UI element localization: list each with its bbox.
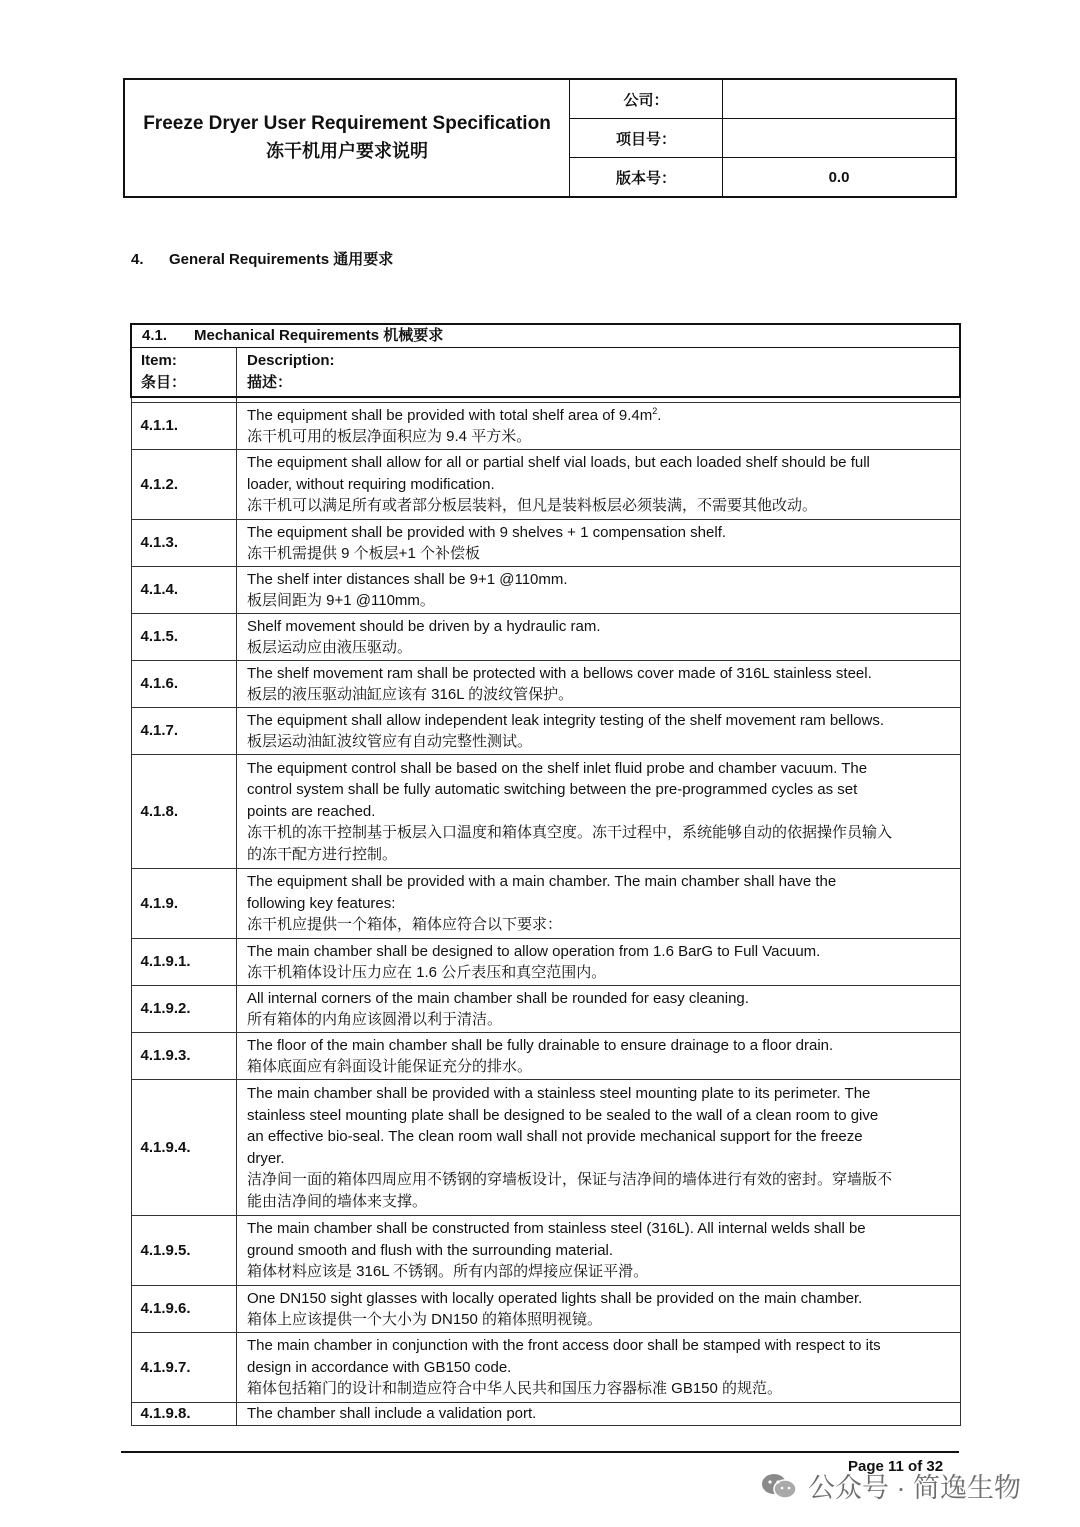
item-description: [237, 661, 961, 708]
table-row: [131, 755, 960, 869]
item-description: [237, 1080, 961, 1216]
item-number: 4.1.9.5.: [131, 1216, 237, 1286]
description-line: 冻干机可用的板层净面积应为 9.4 平方米。: [247, 428, 532, 445]
description-line: 箱体包括箱门的设计和制造应符合中华人民共和国压力容器标准 GB150 的规范。: [247, 1380, 783, 1398]
table-number: 4.1.: [142, 327, 168, 345]
description-line: points are reached.: [247, 802, 376, 820]
description-text: The equipment shall be provided with total shelf area of 9.4m: [247, 406, 653, 424]
header-row-project: [570, 119, 955, 158]
section-heading: [131, 248, 393, 269]
document-header: [123, 78, 957, 198]
item-description: [237, 403, 961, 450]
column-header-item: [131, 348, 237, 398]
item-number: 4.1.6.: [131, 661, 237, 708]
item-number: 4.1.9.4.: [131, 1080, 237, 1216]
description-line: The chamber shall include a validation port.: [247, 1405, 537, 1422]
description-line: [247, 405, 954, 427]
table-row: [131, 939, 960, 986]
column-header-item-en: Item:: [141, 352, 177, 369]
item-number: 4.1.1.: [131, 403, 237, 450]
description-line: The equipment shall be provided with a main chamber. The main chamber shall have the: [247, 873, 837, 891]
description-line: 冻干机需提供 9 个板层+1 个补偿板: [247, 545, 480, 562]
version-label: 版本号：: [570, 158, 723, 196]
item-description: [237, 1403, 961, 1426]
column-header-description: [237, 348, 961, 398]
description-line: 能由洁净间的墙体来支撑。: [247, 1192, 428, 1210]
table-row: [131, 450, 960, 520]
description-line: loader, without requiring modification.: [247, 475, 495, 493]
description-line: 箱体上应该提供一个大小为 DN150 的箱体照明视镜。: [247, 1311, 603, 1328]
item-number: 4.1.9.8.: [131, 1403, 237, 1426]
item-number: 4.1.2.: [131, 450, 237, 520]
description-line: All internal corners of the main chamber shall be rounded for easy cleaning.: [247, 989, 749, 1007]
description-line: One DN150 sight glasses with locally operated lights shall be provided on the main chamber.: [247, 1289, 863, 1307]
description-line: 箱体底面应有斜面设计能保证充分的排水。: [247, 1058, 533, 1075]
description-line: The equipment shall allow independent leak integrity testing of the shelf movement ram bellows.: [247, 711, 885, 729]
header-meta: [570, 80, 955, 196]
table-row: [131, 661, 960, 708]
description-line: ground smooth and flush with the surrounding material.: [247, 1241, 614, 1259]
description-line: design in accordance with GB150 code.: [247, 1358, 512, 1376]
watermark: [760, 1466, 1021, 1505]
page-number: Page 11 of 32: [848, 1458, 944, 1475]
table-row: [131, 1403, 960, 1426]
item-number: 4.1.7.: [131, 708, 237, 755]
item-number: 4.1.8.: [131, 755, 237, 869]
description-line: 冻干机箱体设计压力应在 1.6 公斤表压和真空范围内。: [247, 964, 607, 981]
description-line: following key features:: [247, 894, 396, 912]
company-label: 公司：: [570, 80, 723, 118]
table-header-row: [131, 348, 960, 398]
item-description: [237, 1216, 961, 1286]
description-line: 板层运动应由液压驱动。: [247, 639, 413, 656]
table-title-row: [131, 324, 960, 348]
table-row: [131, 520, 960, 567]
item-description: [237, 869, 961, 939]
description-line: 洁净间一面的箱体四周应用不锈钢的穿墙板设计，保证与洁净间的墙体进行有效的密封。穿墙版不: [247, 1171, 893, 1188]
table-row: [131, 567, 960, 614]
description-line: 箱体材料应该是 316L 不锈钢。所有内部的焊接应保证平滑。: [247, 1263, 649, 1281]
description-line: The equipment control shall be based on the shelf inlet fluid probe and chamber vacuum. The: [247, 759, 868, 777]
item-description: [237, 1286, 961, 1333]
description-line: The main chamber in conjunction with the front access door shall be stamped with respect to its: [247, 1337, 881, 1355]
header-row-version: [570, 158, 955, 196]
item-number: 4.1.9.6.: [131, 1286, 237, 1333]
header-row-company: [570, 80, 955, 119]
table-title: Mechanical Requirements 机械要求: [194, 327, 444, 345]
description-line: 冻干机的冻干控制基于板层入口温度和箱体真空度。冻干过程中，系统能够自动的依据操作员输入: [247, 824, 893, 842]
item-number: 4.1.5.: [131, 614, 237, 661]
description-line: control system shall be fully automatic switching between the pre-programmed cycles as set: [247, 781, 858, 799]
item-description: [237, 1033, 961, 1080]
description-line: 冻干机应提供一个箱体，箱体应符合以下要求：: [247, 916, 563, 934]
table-title-cell: [131, 324, 960, 348]
item-description: [237, 614, 961, 661]
item-description: [237, 520, 961, 567]
item-description: [237, 567, 961, 614]
description-line: 冻干机可以满足所有或者部分板层装料，但凡是装料板层必须装满，不需要其他改动。: [247, 497, 818, 515]
table-row: [131, 1333, 960, 1403]
column-header-item-cn: 条目：: [141, 374, 187, 391]
description-line: 板层的液压驱动油缸应该有 316L 的波纹管保护。: [247, 686, 574, 703]
description-line: The floor of the main chamber shall be fully drainable to ensure drainage to a floor drain.: [247, 1036, 834, 1054]
version-value: 0.0: [828, 168, 850, 186]
description-line: 所有箱体的内角应该圆滑以利于清洁。: [247, 1011, 503, 1028]
description-line: an effective bio-seal. The clean room wall shall not provide mechanical support for the freeze: [247, 1128, 863, 1145]
project-value: [723, 119, 955, 157]
description-line: 的冻干配方进行控制。: [247, 845, 398, 863]
item-description: [237, 708, 961, 755]
item-description: [237, 939, 961, 986]
item-number: 4.1.9.: [131, 869, 237, 939]
item-number: 4.1.9.7.: [131, 1333, 237, 1403]
description-line: stainless steel mounting plate shall be designed to be sealed to the wall of a clean room to give: [247, 1106, 879, 1124]
footer-divider: [121, 1451, 959, 1453]
section-title: General Requirements 通用要求: [169, 251, 394, 268]
column-header-description-en: Description:: [247, 352, 335, 369]
description-line: Shelf movement should be driven by a hydraulic ram.: [247, 617, 601, 635]
description-line: The main chamber shall be provided with a stainless steel mounting plate to its perimeter. The: [247, 1085, 871, 1102]
item-number: 4.1.4.: [131, 567, 237, 614]
item-description: [237, 1333, 961, 1403]
table-row: [131, 708, 960, 755]
table-row: [131, 1216, 960, 1286]
item-number: 4.1.3.: [131, 520, 237, 567]
description-line: dryer.: [247, 1149, 285, 1167]
item-description: [237, 986, 961, 1033]
item-number: 4.1.9.3.: [131, 1033, 237, 1080]
description-line: 板层运动油缸波纹管应有自动完整性测试。: [247, 733, 533, 750]
table-row: [131, 869, 960, 939]
column-header-description-cn: 描述：: [247, 374, 293, 391]
description-line: 板层间距为 9+1 @110mm。: [247, 592, 435, 609]
requirements-table: [130, 323, 961, 1426]
document-title-cn: 冻干机用户要求说明: [266, 141, 428, 161]
table-row: [131, 1286, 960, 1333]
description-line: The shelf movement ram shall be protected with a bellows cover made of 316L stainless steel.: [247, 664, 872, 682]
document-title: [125, 80, 570, 196]
wechat-icon: [760, 1472, 798, 1500]
description-tail: .: [657, 406, 662, 424]
section-number: 4.: [131, 251, 144, 268]
company-value: [723, 80, 955, 118]
document-title-en: Freeze Dryer User Requirement Specification: [143, 113, 551, 134]
table-row: [131, 1033, 960, 1080]
description-line: The main chamber shall be designed to allow operation from 1.6 BarG to Full Vacuum.: [247, 942, 821, 960]
description-line: The equipment shall allow for all or partial shelf vial loads, but each loaded shelf should be full: [247, 454, 870, 472]
watermark-text: 公众号 · 简逸生物: [808, 1473, 1021, 1503]
project-label: 项目号：: [570, 119, 723, 157]
item-description: [237, 755, 961, 869]
table-row: [131, 986, 960, 1033]
item-number: 4.1.9.2.: [131, 986, 237, 1033]
table-row: [131, 1080, 960, 1216]
table-row: [131, 403, 960, 450]
table-row: [131, 614, 960, 661]
item-description: [237, 450, 961, 520]
description-line: The shelf inter distances shall be 9+1 @110mm.: [247, 570, 568, 588]
item-number: 4.1.9.1.: [131, 939, 237, 986]
description-line: The equipment shall be provided with 9 shelves + 1 compensation shelf.: [247, 523, 727, 541]
description-line: The main chamber shall be constructed from stainless steel (316L). All internal welds shall be: [247, 1220, 866, 1238]
superscript: 2: [652, 405, 658, 416]
